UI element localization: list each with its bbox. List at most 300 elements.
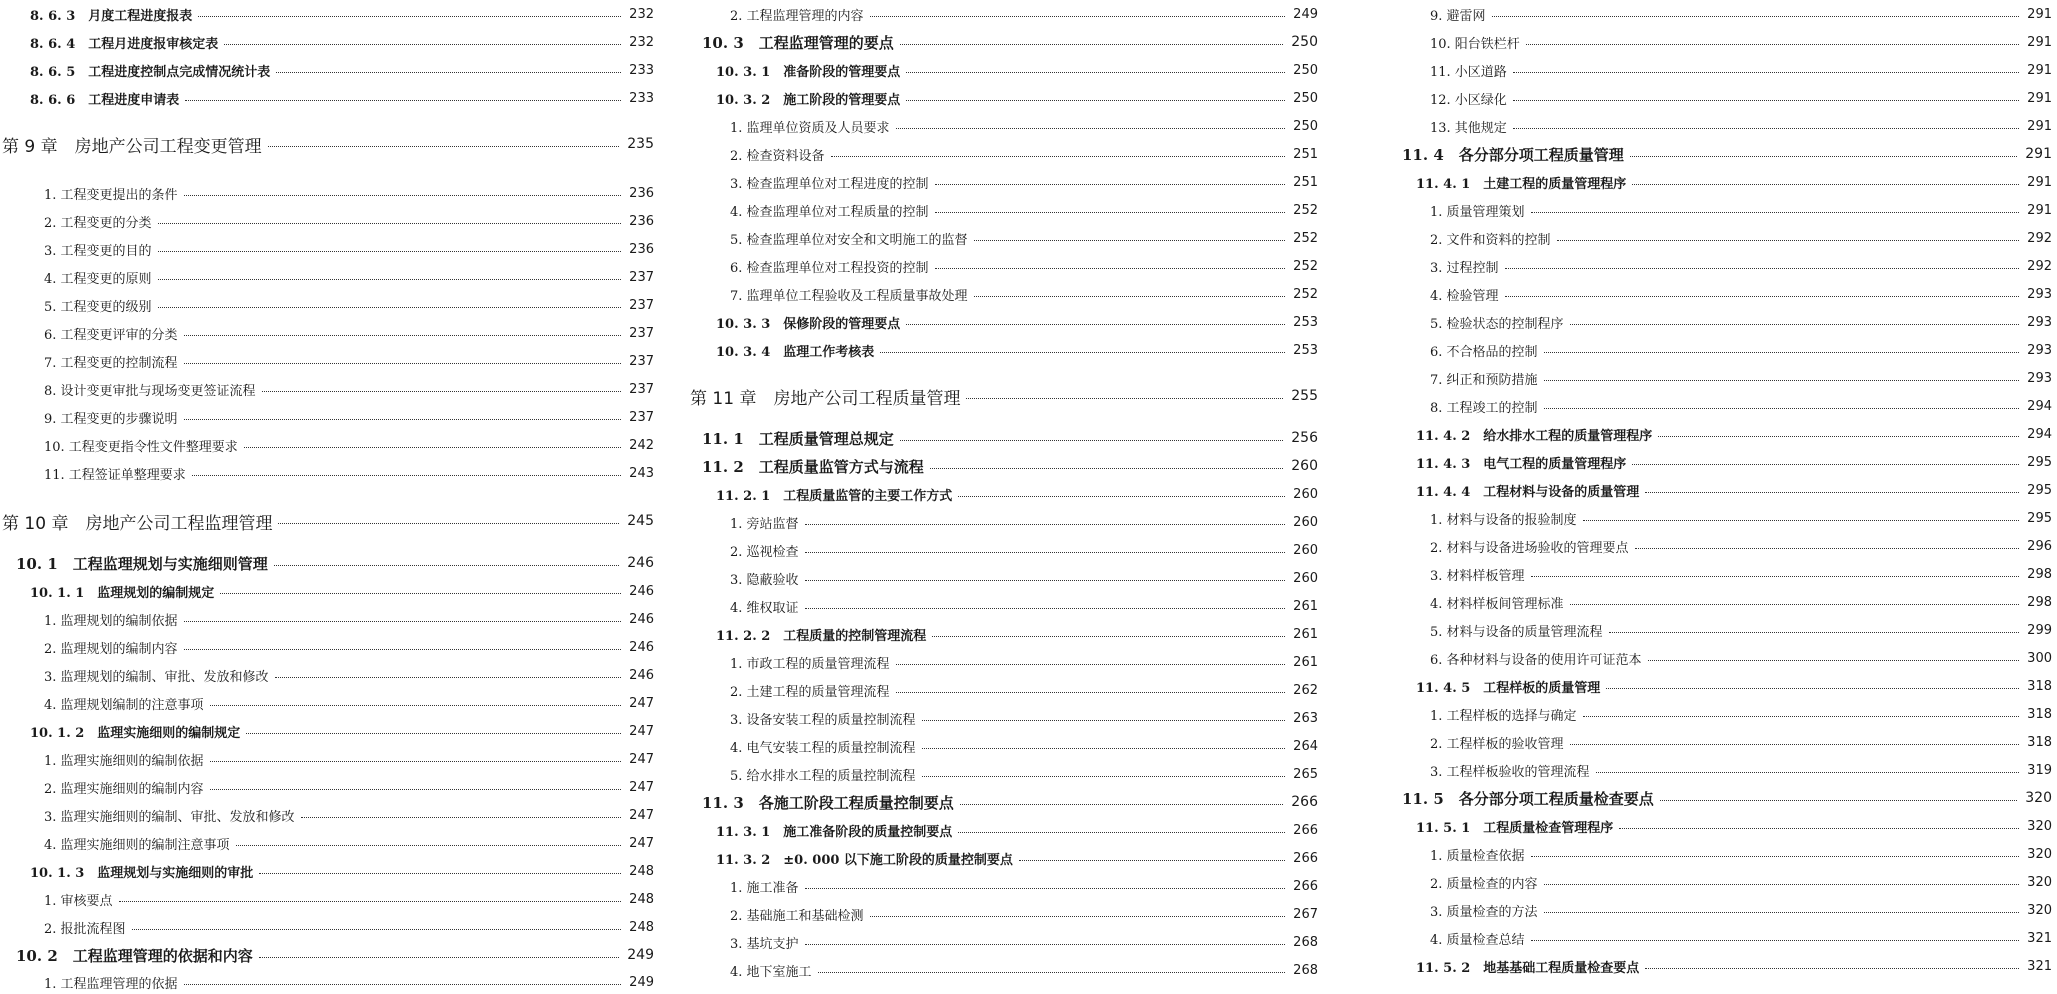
toc-entry-page: 298 <box>2027 566 2052 582</box>
toc-entry-page: 233 <box>629 90 654 106</box>
toc-entry-label: 11. 4. 3 电气工程的质量管理程序 <box>1416 456 1627 472</box>
toc-entry-label: 3. 工程样板验收的管理流程 <box>1430 764 1590 780</box>
toc-entry-page: 237 <box>629 297 654 313</box>
toc-entry-label: 11. 4. 5 工程样板的质量管理 <box>1416 680 1601 696</box>
toc-entry-label: 第 11 章 房地产公司工程质量管理 <box>690 388 961 408</box>
toc-entry <box>1402 674 2052 698</box>
toc-entry-label: 8. 6. 6 工程进度申请表 <box>30 92 180 108</box>
toc-entry-label: 3. 过程控制 <box>1430 260 1499 276</box>
toc-entry-page: 266 <box>1293 878 1318 894</box>
toc-entry-label: 10. 3 工程监理管理的要点 <box>702 33 894 52</box>
toc-entry-page: 260 <box>1293 486 1318 502</box>
toc-entry-page: 255 <box>1291 388 1318 404</box>
toc-entry-page: 235 <box>627 136 654 152</box>
toc-entry <box>2 579 654 603</box>
toc-entry <box>1402 114 2052 138</box>
dot-leader <box>930 468 1284 469</box>
toc-entry-label: 4. 材料样板间管理标准 <box>1430 596 1564 612</box>
dot-leader <box>935 268 1286 269</box>
toc-entry-page: 298 <box>2027 594 2052 610</box>
toc-entry <box>1402 422 2052 446</box>
dot-leader <box>184 419 622 420</box>
toc-entry <box>2 265 654 289</box>
dot-leader <box>1531 212 2020 213</box>
toc-entry <box>1402 954 2052 978</box>
toc-entry-page: 293 <box>2027 314 2052 330</box>
dot-leader <box>1544 352 2020 353</box>
toc-entry-page: 320 <box>2027 818 2052 834</box>
dot-leader <box>818 972 1286 973</box>
toc-entry <box>1402 870 2052 894</box>
toc-entry-label: 10. 1 工程监理规划与实施细则管理 <box>16 554 268 573</box>
toc-entry-label: 3. 监理实施细则的编制、审批、发放和修改 <box>44 809 295 825</box>
toc-entry <box>690 282 1318 306</box>
dot-leader <box>1544 408 2020 409</box>
toc-entry-label: 2. 监理规划的编制内容 <box>44 641 178 657</box>
toc-entry-page: 237 <box>629 409 654 425</box>
dot-leader <box>1019 860 1285 861</box>
toc-entry <box>2 405 654 429</box>
toc-entry <box>690 426 1318 450</box>
toc-entry <box>690 678 1318 702</box>
toc-entry-page: 250 <box>1293 118 1318 134</box>
dot-leader <box>880 352 1285 353</box>
toc-entry <box>2 321 654 345</box>
toc-entry-label: 10. 1. 2 监理实施细则的编制规定 <box>30 725 241 741</box>
toc-entry-label: 第 10 章 房地产公司工程监理管理 <box>2 513 273 533</box>
toc-entry-label: 4. 监理实施细则的编制注意事项 <box>44 837 230 853</box>
toc-entry <box>690 510 1318 534</box>
toc-entry-page: 295 <box>2027 454 2052 470</box>
toc-entry-page: 247 <box>629 835 654 851</box>
toc-entry-page: 237 <box>629 381 654 397</box>
toc-entry-label: 4. 质量检查总结 <box>1430 932 1525 948</box>
toc-entry-page: 320 <box>2027 874 2052 890</box>
toc-entry-label: 4. 监理规划编制的注意事项 <box>44 697 204 713</box>
toc-entry <box>690 874 1318 898</box>
dot-leader <box>301 817 622 818</box>
toc-entry-label: 7. 纠正和预防措施 <box>1430 372 1538 388</box>
toc-entry-label: 1. 工程样板的选择与确定 <box>1430 708 1577 724</box>
toc-entry-page: 253 <box>1293 342 1318 358</box>
dot-leader <box>1609 632 2020 633</box>
toc-entry <box>1402 86 2052 110</box>
toc-entry-page: 237 <box>629 353 654 369</box>
toc-entry-label: 11. 工程签证单整理要求 <box>44 467 186 483</box>
toc-entry <box>690 706 1318 730</box>
toc-entry-label: 11. 3. 1 施工准备阶段的质量控制要点 <box>716 824 953 840</box>
toc-entry <box>690 958 1318 982</box>
dot-leader <box>184 335 622 336</box>
toc-entry-label: 3. 基坑支护 <box>730 936 799 952</box>
toc-entry <box>1402 618 2052 642</box>
toc-entry <box>1402 58 2052 82</box>
dot-leader <box>185 100 621 101</box>
dot-leader <box>932 636 1285 637</box>
toc-entry <box>2 209 654 233</box>
toc-entry <box>2 803 654 827</box>
toc-entry-page: 232 <box>629 34 654 50</box>
dot-leader <box>210 705 622 706</box>
toc-entry-page: 247 <box>629 695 654 711</box>
dot-leader <box>922 720 1286 721</box>
toc-entry-label: 2. 质量检查的内容 <box>1430 876 1538 892</box>
dot-leader <box>896 664 1286 665</box>
toc-entry <box>1402 254 2052 278</box>
dot-leader <box>906 324 1285 325</box>
toc-entry-label: 11. 1 工程质量管理总规定 <box>702 429 894 448</box>
dot-leader <box>1583 716 2020 717</box>
toc-entry <box>2 831 654 855</box>
toc-entry-page: 246 <box>629 667 654 683</box>
toc-entry <box>1402 338 2052 362</box>
toc-entry-page: 251 <box>1293 174 1318 190</box>
toc-entry-label: 8. 6. 5 工程进度控制点完成情况统计表 <box>30 64 271 80</box>
toc-entry <box>690 930 1318 954</box>
toc-entry <box>690 538 1318 562</box>
toc-entry <box>690 114 1318 138</box>
toc-entry-label: 4. 检验管理 <box>1430 288 1499 304</box>
toc-entry-label: 2. 工程变更的分类 <box>44 215 152 231</box>
toc-entry <box>1402 562 2052 586</box>
dot-leader <box>1570 744 2020 745</box>
toc-entry-page: 246 <box>629 611 654 627</box>
toc-entry-page: 267 <box>1293 906 1318 922</box>
toc-entry <box>1402 758 2052 782</box>
toc-entry-page: 260 <box>1293 542 1318 558</box>
dot-leader <box>1596 772 2020 773</box>
toc-entry <box>2 58 654 82</box>
toc-entry-label: 6. 工程变更评审的分类 <box>44 327 178 343</box>
toc-entry <box>1402 226 2052 250</box>
dot-leader <box>805 552 1286 553</box>
dot-leader <box>1645 492 2019 493</box>
toc-entry-label: 2. 监理实施细则的编制内容 <box>44 781 204 797</box>
dot-leader <box>1531 576 2020 577</box>
dot-leader <box>262 391 622 392</box>
dot-leader <box>158 307 622 308</box>
toc-entry-label: 1. 监理规划的编制依据 <box>44 613 178 629</box>
toc-entry-label: 3. 工程变更的目的 <box>44 243 152 259</box>
toc-entry <box>690 482 1318 506</box>
toc-entry-page: 320 <box>2027 902 2052 918</box>
dot-leader <box>1570 324 2020 325</box>
toc-entry-page: 245 <box>627 513 654 529</box>
toc-entry-page: 291 <box>2027 6 2052 22</box>
toc-entry <box>1402 2 2052 26</box>
toc-entry-label: 10. 3. 3 保修阶段的管理要点 <box>716 316 901 332</box>
dot-leader <box>1544 380 2020 381</box>
dot-leader <box>896 692 1286 693</box>
dot-leader <box>1513 128 2019 129</box>
dot-leader <box>184 649 622 650</box>
toc-entry-page: 236 <box>629 213 654 229</box>
toc-entry <box>2 132 654 156</box>
toc-entry-page: 248 <box>629 891 654 907</box>
toc-entry <box>690 622 1318 646</box>
toc-entry <box>690 762 1318 786</box>
toc-entry-label: 1. 旁站监督 <box>730 516 799 532</box>
toc-entry-page: 247 <box>629 807 654 823</box>
dot-leader <box>1505 296 2020 297</box>
toc-entry <box>2 719 654 743</box>
toc-entry-label: 1. 材料与设备的报验制度 <box>1430 512 1577 528</box>
toc-entry-label: 10. 1. 1 监理规划的编制规定 <box>30 585 215 601</box>
toc-column-middle <box>690 0 1318 990</box>
toc-entry-page: 249 <box>627 947 654 963</box>
dot-leader <box>158 223 622 224</box>
toc-entry-label: 2. 材料与设备进场验收的管理要点 <box>1430 540 1629 556</box>
dot-leader <box>900 44 1284 45</box>
toc-entry <box>2 635 654 659</box>
toc-entry <box>690 254 1318 278</box>
toc-entry <box>690 142 1318 166</box>
dot-leader <box>966 398 1283 399</box>
dot-leader <box>210 761 622 762</box>
toc-entry-label: 1. 施工准备 <box>730 880 799 896</box>
toc-entry-page: 253 <box>1293 314 1318 330</box>
toc-entry-page: 247 <box>629 779 654 795</box>
toc-entry <box>1402 814 2052 838</box>
toc-entry-page: 242 <box>629 437 654 453</box>
dot-leader <box>1648 660 2020 661</box>
toc-column-left <box>2 0 654 990</box>
dot-leader <box>1630 156 2018 157</box>
toc-entry <box>1402 450 2052 474</box>
toc-entry-label: 1. 工程监理管理的依据 <box>44 976 178 992</box>
dot-leader <box>132 929 622 930</box>
toc-entry-page: 318 <box>2027 734 2052 750</box>
toc-entry-page: 261 <box>1293 654 1318 670</box>
toc-entry-label: 8. 设计变更审批与现场变更签证流程 <box>44 383 256 399</box>
toc-entry-page: 260 <box>1293 514 1318 530</box>
toc-entry-label: 10. 3. 2 施工阶段的管理要点 <box>716 92 901 108</box>
toc-column-right <box>1402 0 2052 990</box>
dot-leader <box>805 608 1286 609</box>
toc-entry-page: 294 <box>2027 398 2052 414</box>
toc-entry-page: 264 <box>1293 738 1318 754</box>
toc-entry-label: 10. 阳台铁栏杆 <box>1430 36 1520 52</box>
dot-leader <box>1513 72 2019 73</box>
toc-entry <box>1402 282 2052 306</box>
toc-entry-page: 237 <box>629 325 654 341</box>
toc-entry <box>1402 646 2052 670</box>
toc-entry <box>2 181 654 205</box>
toc-entry-label: 11. 3 各施工阶段工程质量控制要点 <box>702 793 954 812</box>
toc-entry-label: 3. 质量检查的方法 <box>1430 904 1538 920</box>
dot-leader <box>870 916 1286 917</box>
dot-leader <box>1658 436 2019 437</box>
toc-entry <box>1402 926 2052 950</box>
toc-entry-label: 5. 检查监理单位对安全和文明施工的监督 <box>730 232 968 248</box>
toc-entry-page: 266 <box>1293 850 1318 866</box>
toc-entry-page: 291 <box>2027 34 2052 50</box>
toc-entry <box>1402 590 2052 614</box>
toc-entry-page: 260 <box>1291 458 1318 474</box>
dot-leader <box>1526 44 2019 45</box>
toc-entry <box>690 338 1318 362</box>
toc-entry-page: 300 <box>2027 650 2052 666</box>
toc-entry-page: 321 <box>2027 958 2052 974</box>
toc-entry <box>690 818 1318 842</box>
toc-entry-page: 293 <box>2027 286 2052 302</box>
toc-entry <box>2 377 654 401</box>
toc-entry-page: 265 <box>1293 766 1318 782</box>
toc-entry <box>1402 506 2052 530</box>
toc-entry-page: 262 <box>1293 682 1318 698</box>
toc-entry-page: 261 <box>1293 598 1318 614</box>
toc-entry-page: 320 <box>2025 790 2052 806</box>
toc-entry-label: 11. 4. 4 工程材料与设备的质量管理 <box>1416 484 1640 500</box>
toc-entry-label: 8. 6. 3 月度工程进度报表 <box>30 8 193 24</box>
toc-entry-page: 252 <box>1293 230 1318 246</box>
dot-leader <box>896 128 1286 129</box>
toc-entry-page: 260 <box>1293 570 1318 586</box>
toc-entry-label: 9. 避雷网 <box>1430 8 1486 24</box>
toc-entry-page: 250 <box>1291 34 1318 50</box>
toc-entry-page: 296 <box>2027 538 2052 554</box>
toc-entry <box>2 30 654 54</box>
dot-leader <box>1583 520 2020 521</box>
dot-leader <box>184 984 622 985</box>
toc-entry <box>690 30 1318 54</box>
toc-entry-label: 4. 工程变更的原则 <box>44 271 152 287</box>
toc-entry <box>2 349 654 373</box>
toc-entry <box>1402 142 2052 166</box>
dot-leader <box>958 832 1285 833</box>
toc-entry-page: 249 <box>629 974 654 990</box>
toc-entry <box>1402 702 2052 726</box>
toc-entry-label: 11. 2. 2 工程质量的控制管理流程 <box>716 628 927 644</box>
toc-entry-page: 256 <box>1291 430 1318 446</box>
toc-entry-page: 247 <box>629 751 654 767</box>
dot-leader <box>210 789 622 790</box>
toc-entry-page: 292 <box>2027 230 2052 246</box>
dot-leader <box>922 776 1286 777</box>
dot-leader <box>906 100 1285 101</box>
toc-entry-label: 12. 小区绿化 <box>1430 92 1507 108</box>
toc-entry <box>690 790 1318 814</box>
toc-entry-page: 246 <box>629 639 654 655</box>
dot-leader <box>259 873 621 874</box>
toc-entry-label: 11. 5. 1 工程质量检查管理程序 <box>1416 820 1614 836</box>
toc-entry <box>2 775 654 799</box>
toc-entry <box>1402 898 2052 922</box>
toc-entry <box>2 607 654 631</box>
toc-entry-page: 294 <box>2027 426 2052 442</box>
toc-entry-page: 266 <box>1291 794 1318 810</box>
dot-leader <box>275 677 622 678</box>
toc-entry-label: 6. 不合格品的控制 <box>1430 344 1538 360</box>
toc-entry <box>2 2 654 26</box>
toc-entry-label: 2. 检查资料设备 <box>730 148 825 164</box>
toc-entry <box>2 747 654 771</box>
dot-leader <box>274 565 620 566</box>
toc-entry-label: 4. 检查监理单位对工程质量的控制 <box>730 204 929 220</box>
toc-entry <box>1402 394 2052 418</box>
toc-entry-label: 4. 地下室施工 <box>730 964 812 980</box>
toc-entry-label: 5. 检验状态的控制程序 <box>1430 316 1564 332</box>
toc-entry-page: 236 <box>629 185 654 201</box>
dot-leader <box>268 146 620 147</box>
toc-entry <box>2 970 654 994</box>
toc-entry-page: 321 <box>2027 930 2052 946</box>
dot-leader <box>805 524 1286 525</box>
toc-entry <box>2 943 654 967</box>
toc-entry-page: 248 <box>629 919 654 935</box>
dot-leader <box>805 580 1286 581</box>
dot-leader <box>1632 184 2019 185</box>
toc-entry-page: 250 <box>1293 90 1318 106</box>
dot-leader <box>1660 800 2018 801</box>
toc-entry-page: 261 <box>1293 626 1318 642</box>
toc-entry <box>2 859 654 883</box>
dot-leader <box>1606 688 2019 689</box>
toc-entry-label: 1. 质量检查依据 <box>1430 848 1525 864</box>
dot-leader <box>224 44 621 45</box>
dot-leader <box>900 440 1284 441</box>
toc-entry <box>2 691 654 715</box>
toc-entry-label: 10. 3. 4 监理工作考核表 <box>716 344 875 360</box>
toc-entry-page: 246 <box>629 583 654 599</box>
toc-entry-label: 10. 3. 1 准备阶段的管理要点 <box>716 64 901 80</box>
dot-leader <box>1544 912 2020 913</box>
dot-leader <box>958 496 1285 497</box>
toc-entry-label: 2. 工程监理管理的内容 <box>730 8 864 24</box>
toc-entry-page: 295 <box>2027 482 2052 498</box>
toc-entry-label: 7. 监理单位工程验收及工程质量事故处理 <box>730 288 968 304</box>
toc-entry-page: 248 <box>629 863 654 879</box>
dot-leader <box>246 733 621 734</box>
dot-leader <box>1544 884 2020 885</box>
toc-entry-page: 236 <box>629 241 654 257</box>
dot-leader <box>158 279 622 280</box>
toc-entry-label: 10. 工程变更指令性文件整理要求 <box>44 439 238 455</box>
toc-entry-label: 3. 隐蔽验收 <box>730 572 799 588</box>
toc-entry-page: 291 <box>2027 118 2052 134</box>
toc-entry <box>690 384 1318 408</box>
toc-entry-page: 319 <box>2027 762 2052 778</box>
toc-entry <box>1402 198 2052 222</box>
toc-entry-page: 251 <box>1293 146 1318 162</box>
toc-entry <box>2 663 654 687</box>
toc-entry-page: 293 <box>2027 342 2052 358</box>
toc-entry <box>1402 366 2052 390</box>
toc-entry-label: 8. 6. 4 工程月进度报审核定表 <box>30 36 219 52</box>
toc-entry <box>690 226 1318 250</box>
toc-entry-page: 293 <box>2027 370 2052 386</box>
toc-entry-label: 1. 质量管理策划 <box>1430 204 1525 220</box>
toc-entry <box>2 433 654 457</box>
toc-entry-label: 11. 4 各分部分项工程质量管理 <box>1402 145 1624 164</box>
toc-entry-page: 291 <box>2027 174 2052 190</box>
dot-leader <box>922 748 1286 749</box>
toc-entry <box>690 58 1318 82</box>
toc-entry-label: 11. 5. 2 地基基础工程质量检查要点 <box>1416 960 1640 976</box>
toc-entry-label: 2. 巡视检查 <box>730 544 799 560</box>
toc-entry-page: 291 <box>2027 90 2052 106</box>
dot-leader <box>1632 464 2019 465</box>
toc-entry-page: 237 <box>629 269 654 285</box>
toc-entry-label: 4. 维权取证 <box>730 600 799 616</box>
toc-entry-page: 250 <box>1293 62 1318 78</box>
toc-entry <box>1402 170 2052 194</box>
toc-entry-page: 295 <box>2027 510 2052 526</box>
toc-entry <box>690 2 1318 26</box>
toc-entry <box>1402 842 2052 866</box>
toc-entry-label: 3. 设备安装工程的质量控制流程 <box>730 712 916 728</box>
toc-entry <box>1402 478 2052 502</box>
